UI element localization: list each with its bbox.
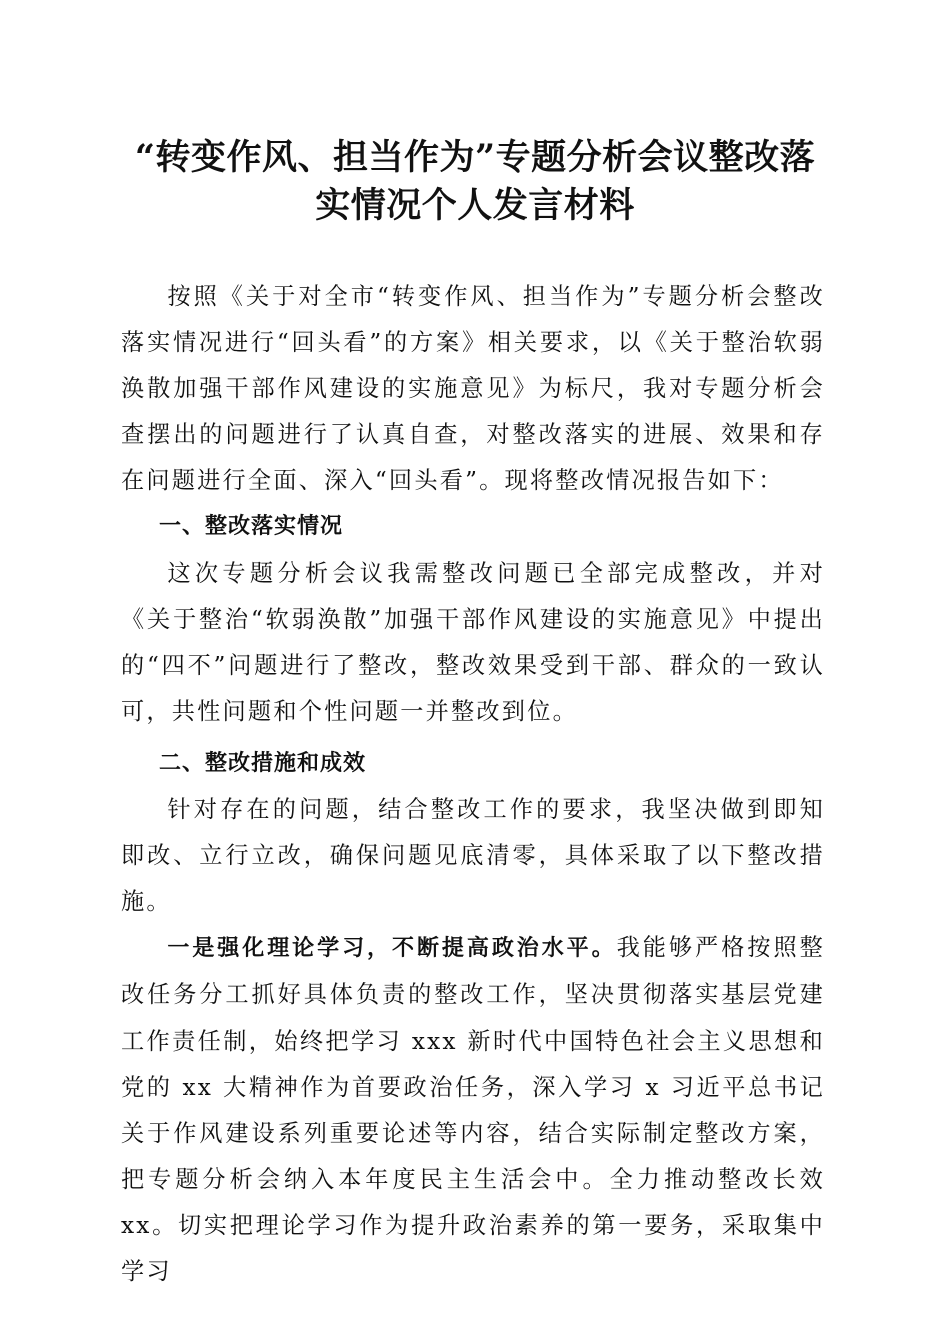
measure-1-lead: 一是强化理论学习，不断提高政治水平。: [167, 936, 617, 962]
measure-1-paragraph: [121, 925, 825, 1295]
section-1-heading: 一、整改落实情况: [159, 514, 344, 540]
document-title: [100, 134, 850, 230]
section-1-paragraph: 这次专题分析会议我需整改问题已全部完成整改，并对《关于整治“软弱涣散”加强干部作风建设的实施意见》中提出的“四不”问题进行了整改，整改效果受到干部、群众的一致认可，共性问题和个性问题一并整改到位。: [121, 559, 825, 725]
intro-paragraph: 按照《关于对全市“转变作风、担当作为”专题分析会整改落实情况进行“回头看”的方案》相关要求，以《关于整治软弱涣散加强干部作风建设的实施意见》为标尺，我对专题分析会查摆出的问题进行了认真自查，对整改落实的进展、效果和存在问题进行全面、深入“回头看”。现将整改情况报告如下：: [121, 283, 825, 495]
title-line-1: “转变作风、担当作为”专题分析会议整改落: [134, 137, 816, 178]
title-line-2: 实情况个人发言材料: [315, 185, 635, 226]
measure-1-text: 我能够严格按照整改任务分工抓好具体负责的整改工作，坚决贯彻落实基层党建工作责任制，始终把学习 xxx 新时代中国特色社会主义思想和党的 xx 大精神作为首要政治任务，深入学习 x 习近平总书记关于作风建设系列重要论述等内容，结合实际制定整改方案，把专题分析会纳入本年度民主生活会中。全力推动整改长效 xx。切实把理论学习作为提升政治素养的第一要务，采取集中学习: [121, 934, 825, 1285]
section-2-heading: 二、整改措施和成效: [159, 750, 367, 776]
document-body: [121, 274, 825, 1295]
section-2-paragraph: 针对存在的问题，结合整改工作的要求，我坚决做到即知即改、立行立改，确保问题见底清零，具体采取了以下整改措施。: [121, 796, 825, 916]
